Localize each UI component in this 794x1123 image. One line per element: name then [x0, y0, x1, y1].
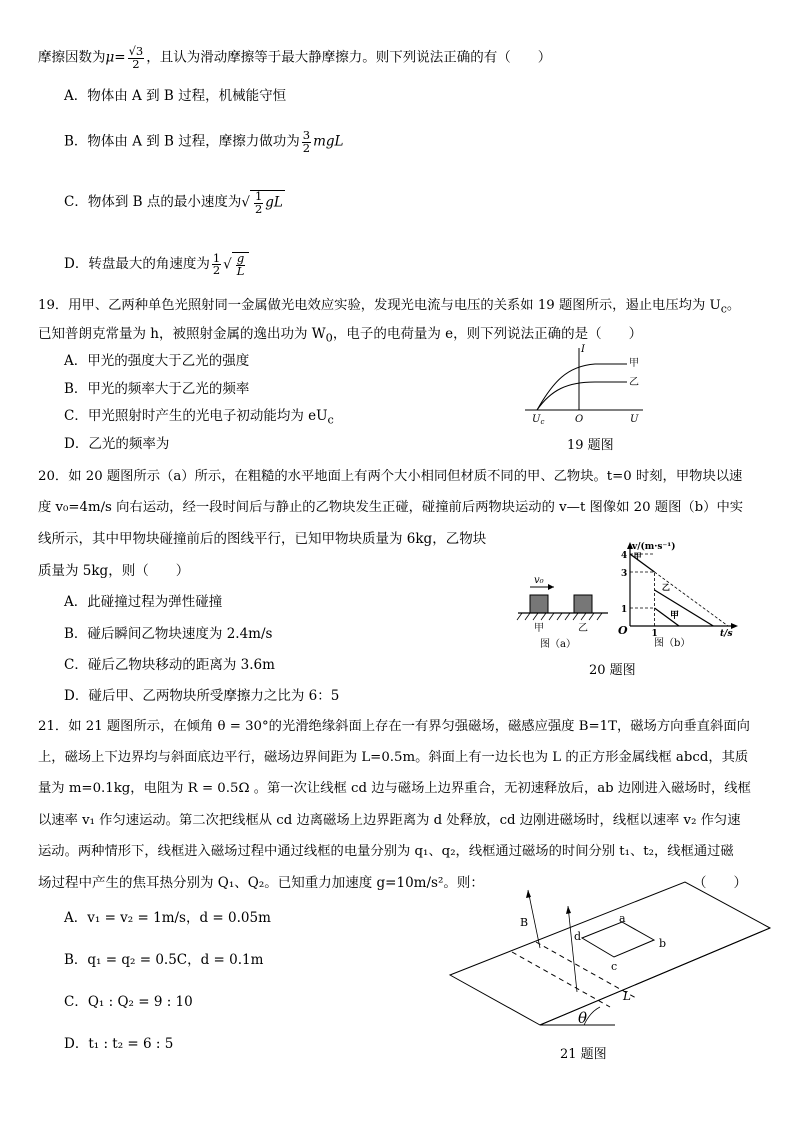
series-line-2: [655, 590, 714, 626]
axis-label-u: U: [630, 414, 639, 425]
b-field-line-2: [568, 906, 577, 992]
q20-figure-caption: 20 题图: [589, 663, 636, 678]
q19-figure-caption: 19 题图: [567, 438, 614, 453]
q19-option-b: B．甲光的频率大于乙光的频率: [64, 381, 250, 397]
q21-stem-line4: 以速率 v₁ 作匀速运动。第二次把线框从 cd 边离磁场上边界距离为 d 处释放，cd 边刚进磁场时，线框以速率 v₂ 作匀速: [38, 813, 741, 828]
q20-option-a: A．此碰撞过程为弹性碰撞: [64, 594, 223, 610]
x-tick-label: 1: [651, 629, 658, 639]
incline-plane: [450, 882, 770, 1025]
label-jia: 甲: [633, 551, 642, 562]
q20-option-c: C．碰后乙物块移动的距离为 3.6m: [64, 657, 275, 673]
q21-figure-caption: 21 题图: [560, 1047, 607, 1062]
q20-figure-a: [512, 573, 612, 651]
q21-option-d: D．t₁ : t₂ = 6 : 5: [64, 1036, 174, 1052]
q19-option-d: D．乙光的频率为: [64, 436, 170, 452]
q19-stem-line2: 已知普朗克常量为 h，被照射金属的逸出功为 $W_0$，电子的电荷量为 e，则下列说法正确的是（ ）: [38, 326, 643, 345]
y-tick-label: 4: [621, 551, 628, 561]
q20-option-b: B．碰后瞬间乙物块速度为 2.4m/s: [64, 626, 273, 642]
q19-stem-line1: 19．用甲、乙两种单色光照射同一金属做光电效应实验，发现光电流与电压的关系如 19 题图所示，遏止电压均为 $U_c$。: [38, 298, 741, 316]
caption-b: 图（b）: [654, 638, 691, 649]
label-origin: O: [575, 414, 584, 425]
label-uc: $U_c$: [532, 414, 545, 426]
q19-figure-iu-graph: [525, 342, 655, 427]
curve-jia: [537, 364, 627, 410]
field-boundary-lower: [512, 952, 610, 1007]
field-boundary-upper: [536, 942, 636, 998]
label-l: L: [623, 989, 631, 1003]
label-theta: θ: [578, 1009, 588, 1027]
q21-stem-line1: 21．如 21 题图所示，在倾角 θ = 30°的光滑绝缘斜面上存在一有界匀强磁场，磁感应强度 B=1T，磁场方向垂直斜面向: [38, 719, 750, 734]
vertex-a: a: [619, 912, 626, 925]
svg-text:甲: 甲: [534, 623, 544, 634]
jia-extension-guide: [655, 572, 729, 626]
q21-option-c: C．Q₁ : Q₂ = 9 : 10: [64, 994, 193, 1010]
q19-option-a: A．甲光的强度大于乙光的强度: [64, 353, 250, 369]
mu-fraction: $\frac{√3}{2}$: [128, 44, 144, 71]
label-b-field: B: [520, 916, 529, 929]
q21-stem-line3: 量为 m=0.1kg，电阻为 R = 0.5Ω 。第一次让线框 cd 边与磁场上边界重合，无初速释放后，ab 边刚进入磁场时，线框: [38, 781, 751, 796]
label-yi: 乙: [661, 582, 670, 592]
q21-answer-paren: （ ）: [693, 875, 747, 891]
y-tick-label: 1: [621, 605, 628, 615]
y-tick-label: 3: [621, 569, 628, 579]
q21-option-a: A．v₁ = v₂ = 1m/s，d = 0.05m: [64, 910, 271, 926]
block-yi: [574, 595, 592, 613]
y-axis-label: v/(m·s⁻¹): [632, 542, 676, 552]
label-jia-after: 甲: [670, 611, 680, 621]
ground-hatching: [517, 613, 602, 620]
svg-text:乙: 乙: [578, 623, 588, 634]
x-axis-label: t/s: [720, 629, 733, 639]
vertex-c: c: [611, 960, 618, 973]
q21-figure-incline: [440, 880, 780, 1040]
square-loop-abcd: [582, 922, 654, 957]
q20-option-d: D．碰后甲、乙两物块所受摩擦力之比为 6：5: [64, 688, 340, 704]
vertex-b: b: [659, 937, 667, 950]
caption-a: 图（a）: [540, 639, 576, 650]
q18-stem: 摩擦因数为μ= $\frac{√3}{2}$ ，且认为滑动摩擦等于最大静摩擦力。则下列说法正确的有（ ）: [38, 44, 552, 71]
curve-yi: [537, 382, 627, 410]
q18-option-b: B．物体由 A 到 B 过程，摩擦力做功为 $\frac{3}{2}$ mgL: [64, 128, 344, 155]
block-jia: [530, 595, 548, 613]
q18-option-c: C．物体到 B 点的最小速度为√ $\frac{1}{2}$ gL: [64, 189, 283, 216]
origin-label: O: [618, 624, 628, 637]
q21-stem-line2: 上，磁场上下边界均与斜面底边平行，磁场边界间距为 L=0.5m。斜面上有一边长也为 L 的正方形金属线框 abcd，其质: [38, 750, 749, 765]
q20-stem-line2: 度 v₀=4m/s 向右运动，经一段时间后与静止的乙物块发生正碰，碰撞前后两物块运动的 v—t 图像如 20 题图（b）中实: [38, 500, 744, 515]
q20-stem-line4: 质量为 5kg，则（ ）: [38, 563, 190, 579]
arrow-icon: [548, 584, 554, 590]
label-v0: v₀: [534, 575, 544, 586]
q19-option-c: C．甲光照射时产生的光电子初动能均为 $eU_c$: [64, 408, 334, 427]
x-axis-arrow-icon: [731, 623, 738, 629]
q18-option-d: D．转盘最大的角速度为 $\frac{1}{2}$ √ $\frac{g}{L}$: [64, 252, 249, 277]
vertex-d: d: [574, 930, 582, 943]
axis-label-i: I: [581, 344, 585, 355]
b-field-line-1: [528, 890, 540, 948]
q20-stem-line3: 线所示，其中甲物块碰撞前后的图线平行，已知甲物块质量为 6kg，乙物块: [38, 531, 487, 547]
q20-stem-line1: 20．如 20 题图所示（a）所示，在粗糙的水平地面上有两个大小相同但材质不同的甲、乙物块。t=0 时刻，甲物块以速: [38, 469, 743, 484]
q21-option-b: B．q₁ = q₂ = 0.5C，d = 0.1m: [64, 952, 264, 968]
label-yi: 乙: [629, 377, 639, 388]
q21-stem-line5: 运动。两种情形下，线框进入磁场过程中通过线框的电量分别为 q₁、q₂，线框通过磁场的时间分别 t₁、t₂，线框通过磁: [38, 844, 734, 859]
q21-stem-line6: 场过程中产生的焦耳热分别为 Q₁、Q₂。已知重力加速度 g=10m/s²。则：: [38, 875, 484, 891]
q18-option-a: A．物体由 A 到 B 过程，机械能守恒: [64, 88, 287, 104]
label-jia: 甲: [629, 358, 639, 369]
q20-figure-b-vt-chart: [612, 538, 742, 653]
